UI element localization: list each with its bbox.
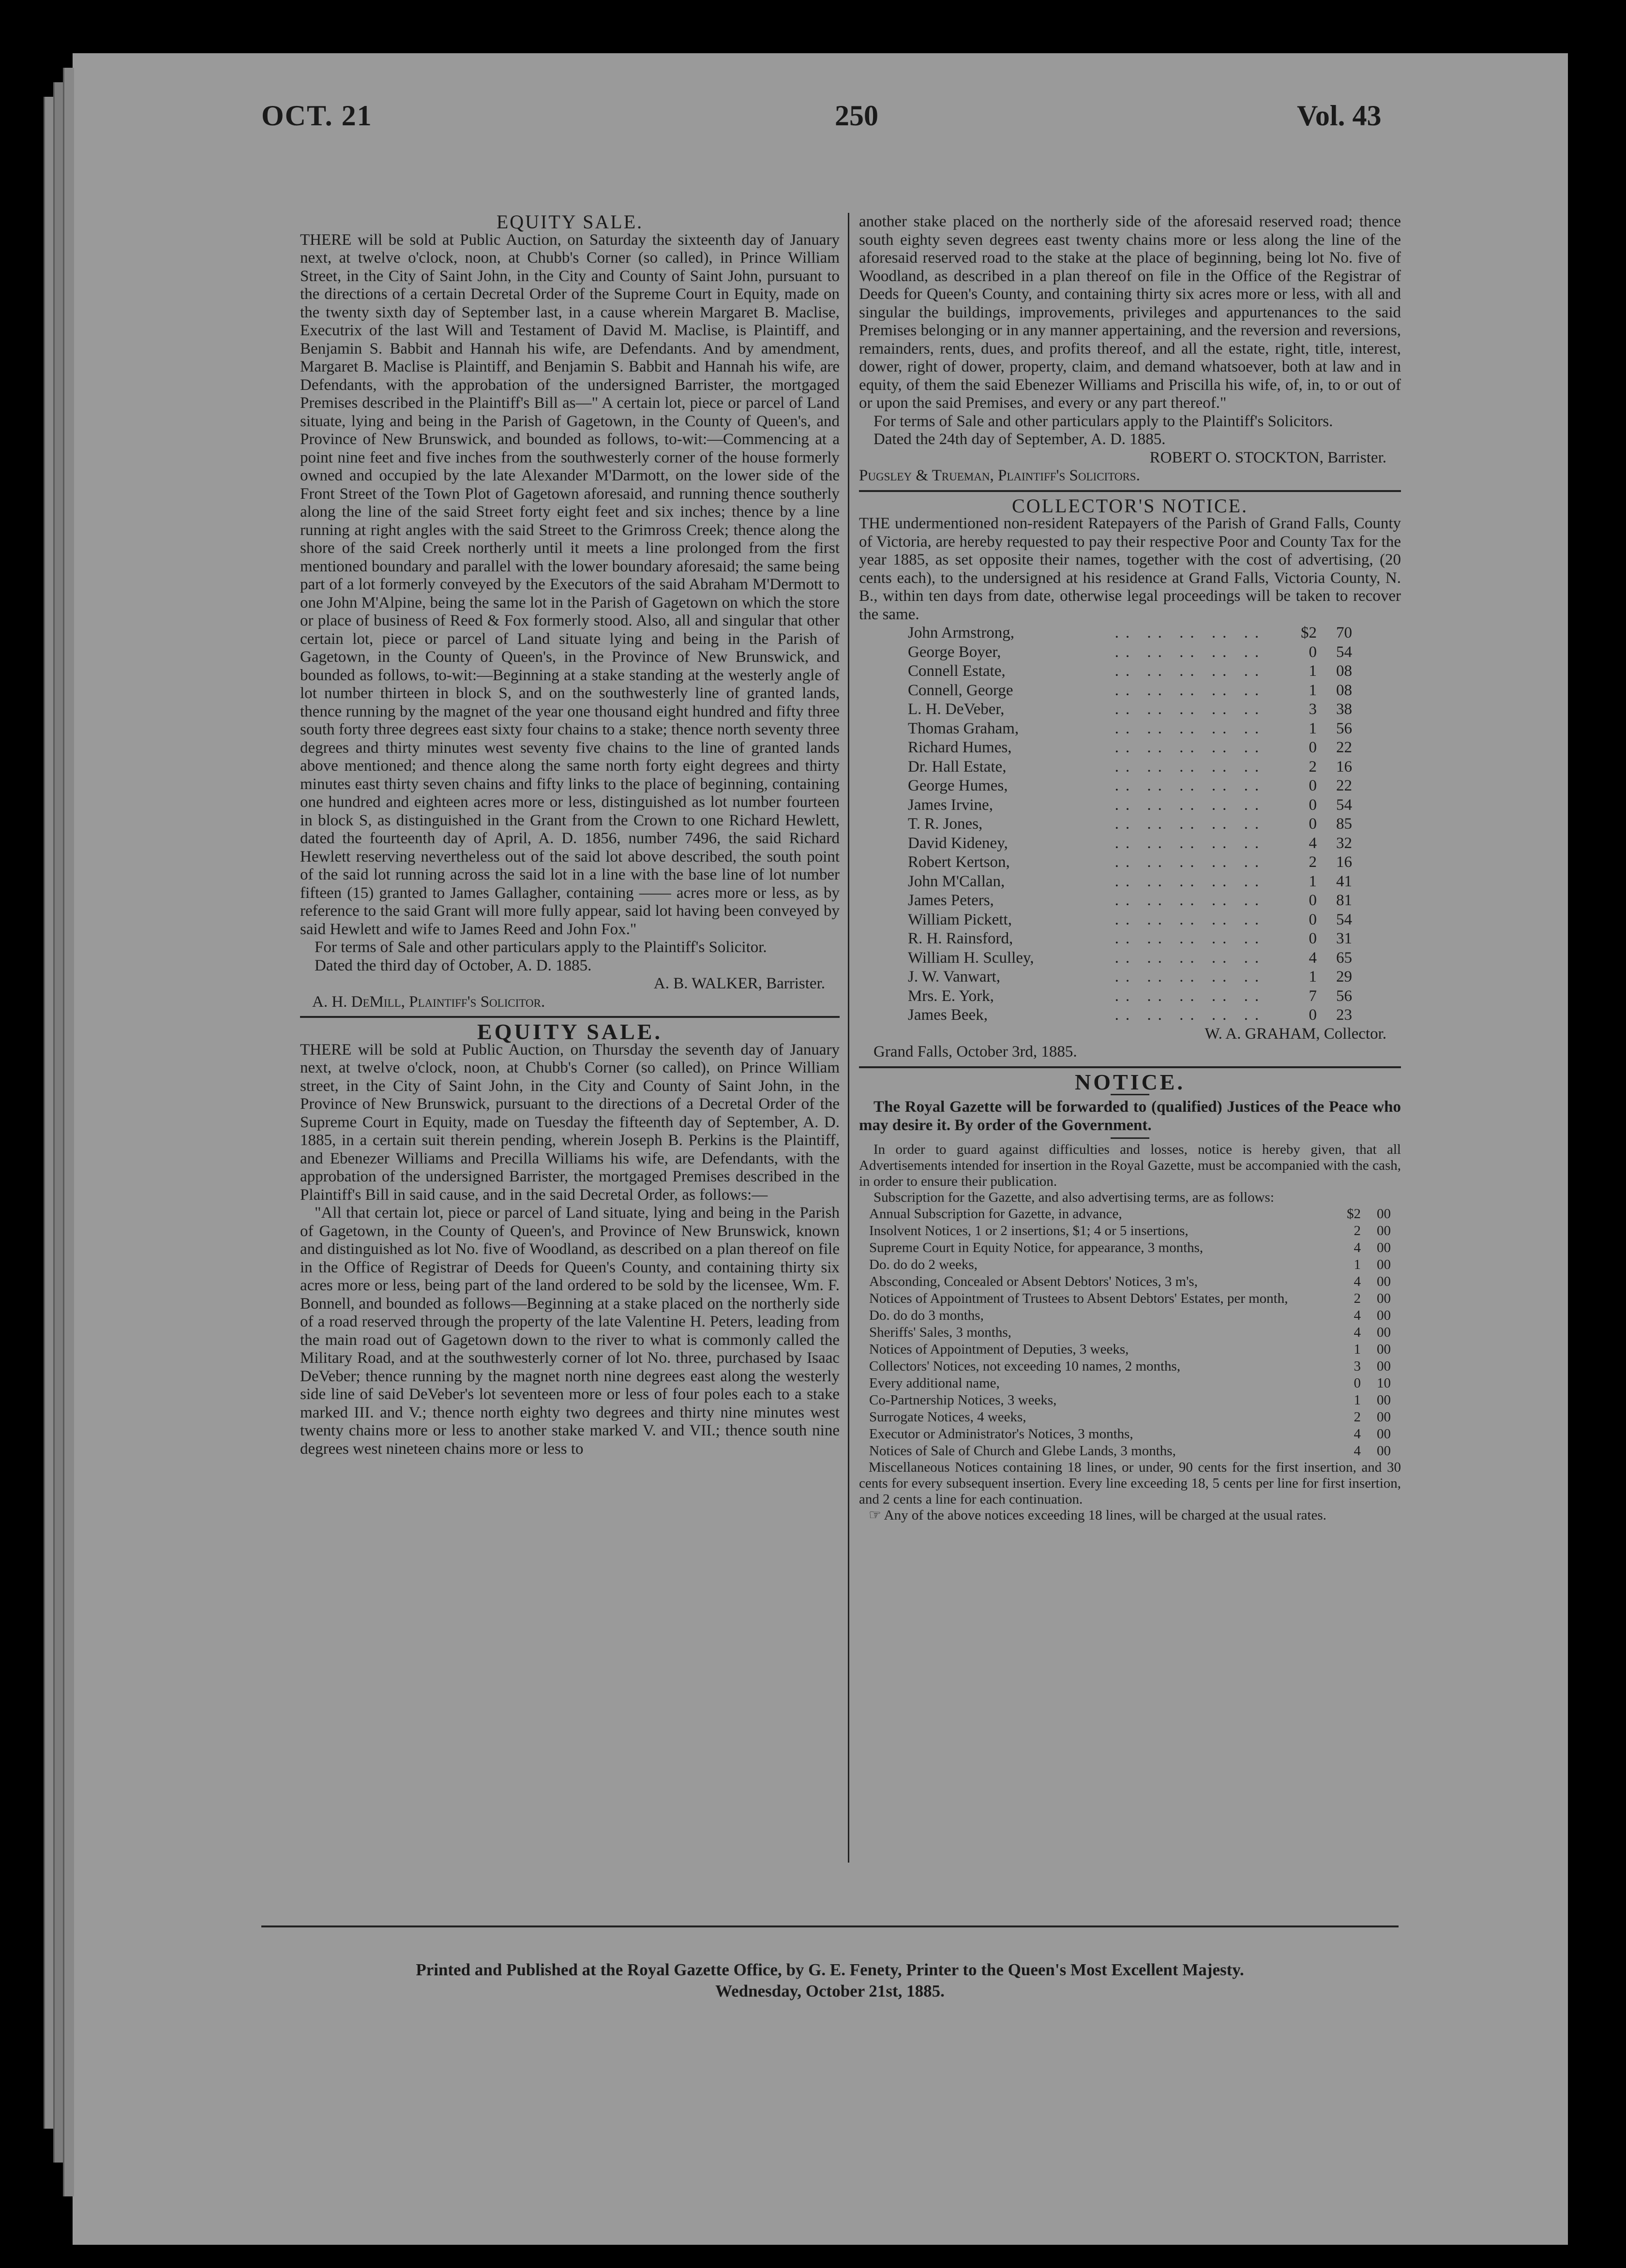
equity-sale-1-terms: For terms of Sale and other particulars apply to the Plaintiff's Solicitor. bbox=[315, 939, 767, 956]
ratepayer-name: James Beek, bbox=[908, 1006, 988, 1024]
ratepayer-cents: 54 bbox=[1336, 796, 1352, 814]
rate-row bbox=[869, 1223, 1391, 1239]
rate-dollars: 2 bbox=[1354, 1409, 1361, 1425]
rate-dollars: 4 bbox=[1354, 1325, 1361, 1340]
collectors-notice-dated: Grand Falls, October 3rd, 1885. bbox=[873, 1043, 1077, 1060]
ratepayer-row bbox=[907, 738, 1353, 758]
rate-item: Surrogate Notices, 4 weeks, bbox=[869, 1409, 1026, 1425]
rates-intro: Subscription for the Gazette, and also advertising terms, are as follows: bbox=[873, 1190, 1274, 1205]
leader-dots: .. .. .. .. .. bbox=[1114, 892, 1266, 909]
ratepayer-cents: 31 bbox=[1336, 930, 1352, 947]
leader-dots: .. .. .. .. .. bbox=[1114, 662, 1266, 680]
rate-item: Supreme Court in Equity Notice, for appearance, 3 months, bbox=[869, 1240, 1204, 1255]
rate-cents: 00 bbox=[1377, 1392, 1391, 1408]
rate-item: Notices of Appointment of Trustees to Absent Debtors' Estates, per month, bbox=[869, 1291, 1288, 1306]
ratepayer-name: John M'Callan, bbox=[908, 872, 1005, 890]
rate-dollars: $2 bbox=[1347, 1206, 1361, 1222]
column-divider bbox=[848, 213, 849, 1863]
rate-item: Do. do do 2 weeks, bbox=[869, 1257, 978, 1272]
rate-cents: 00 bbox=[1377, 1409, 1391, 1425]
leader-dots: .. .. .. .. .. bbox=[1114, 796, 1266, 814]
ratepayer-name: William H. Sculley, bbox=[908, 949, 1034, 967]
leader-dots: .. .. .. .. .. bbox=[1114, 968, 1266, 985]
right-column bbox=[859, 213, 1401, 1523]
ratepayer-row bbox=[907, 987, 1353, 1006]
rate-cents: 00 bbox=[1377, 1274, 1391, 1289]
leader-dots: .. .. .. .. .. bbox=[1114, 1006, 1266, 1024]
ratepayer-name: Robert Kertson, bbox=[908, 853, 1010, 871]
ratepayer-cents: 22 bbox=[1336, 739, 1352, 756]
ratepayer-name: J. W. Vanwart, bbox=[908, 968, 1000, 985]
leader-dots: .. .. .. .. .. bbox=[1114, 624, 1266, 642]
rate-item: Insolvent Notices, 1 or 2 insertions, $1; 4 or 5 insertions, bbox=[869, 1223, 1189, 1238]
ratepayer-dollars: 0 bbox=[1309, 643, 1317, 661]
imprint bbox=[261, 1959, 1399, 2002]
ratepayer-cents: 54 bbox=[1336, 643, 1352, 661]
equity-sale-2-continued: another stake placed on the northerly side of the aforesaid reserved road; thence south eighty seven degrees east twenty chains more or less along the line of the aforesaid reserved road to the stake at the place of beginning, being lot No. five of Woodland, as described in a plan thereof on file in the Office of the Registrar of Deeds for Queen's County, and containing thirty six acres more or less, with all and singular the buildings, improvements, privileges and appurtenances to the said Premises belonging or in any manner appertaining, and the reversion and reversions, remainders, rents, dues, and profits thereof, and all the estate, right, title, interest, dower, right of dower, property, claim, and demand whatsoever, both at law and in equity, of them the said Ebenezer Williams and Priscilla his wife, of, in, to or out of or upon the said Premises, and every or any part thereof." bbox=[859, 213, 1401, 412]
ratepayer-dollars: 0 bbox=[1309, 910, 1317, 928]
ratepayer-row bbox=[907, 700, 1353, 719]
section-rule bbox=[300, 1016, 840, 1018]
ratepayer-name: T. R. Jones, bbox=[908, 815, 983, 833]
leader-dots: .. .. .. .. .. bbox=[1114, 910, 1266, 928]
leader-dots: .. .. .. .. .. bbox=[1114, 987, 1266, 1005]
ratepayer-dollars: 0 bbox=[1309, 739, 1317, 756]
rate-item: Do. do do 3 months, bbox=[869, 1308, 984, 1323]
equity-sale-1-dated: Dated the third day of October, A. D. 1885. bbox=[315, 956, 592, 974]
rate-cents: 00 bbox=[1377, 1325, 1391, 1340]
ratepayer-row bbox=[907, 796, 1353, 815]
equity-sale-2-quote: "All that certain lot, piece or parcel of Land situate, lying and being in the Parish of Gagetown, in the County of Queen's, and Province of New Brunswick, known and distinguished as lot No. five of Woodland, as described on a plan thereof on file in the Office of Registrar of Deeds for Queen's County, and containing thirty six acres more or less, being part of the land ordered to be sold by the licensee, Wm. F. Bonnell, and bounded as follows—Beginning at a stake placed on the northerly side of a road reserved through the property of the late Valentine H. Peters, leading from the main road out of Gagetown down to the river to what is commonly called the Military Road, and at the southwesterly corner of lot No. three, purchased by Isaac DeVeber; thence running by the magnet north nine degrees east along the westerly side line of said DeVeber's lot seventeen more or less of four poles each to a stake marked III. and V.; thence north eighty two degrees and thirty nine minutes west twenty chains more or less to another stake marked V. and VII.; thence south nine degrees west nineteen chains more or less to bbox=[300, 1204, 840, 1458]
ratepayer-cents: 08 bbox=[1336, 681, 1352, 699]
rate-cents: 00 bbox=[1377, 1240, 1391, 1255]
rate-cents: 00 bbox=[1377, 1206, 1391, 1222]
ratepayer-cents: 85 bbox=[1336, 815, 1352, 833]
rate-item: Co-Partnership Notices, 3 weeks, bbox=[869, 1392, 1057, 1408]
leader-dots: .. .. .. .. .. bbox=[1114, 643, 1266, 661]
ratepayer-dollars: 4 bbox=[1309, 834, 1317, 852]
rate-row bbox=[869, 1239, 1391, 1256]
ratepayer-name: Dr. Hall Estate, bbox=[908, 758, 1007, 776]
rate-cents: 00 bbox=[1377, 1358, 1391, 1374]
leader-dots: .. .. .. .. .. bbox=[1114, 777, 1266, 794]
rate-cents: 10 bbox=[1377, 1375, 1391, 1391]
rate-row bbox=[869, 1307, 1391, 1324]
ratepayer-name: James Peters, bbox=[908, 892, 994, 909]
ratepayer-dollars: 1 bbox=[1309, 681, 1317, 699]
leader-dots: .. .. .. .. .. bbox=[1114, 815, 1266, 833]
rate-dollars: 2 bbox=[1354, 1291, 1361, 1306]
rate-item: Collectors' Notices, not exceeding 10 names, 2 months, bbox=[869, 1358, 1181, 1374]
rate-row bbox=[869, 1358, 1391, 1375]
ratepayer-row bbox=[907, 834, 1353, 853]
leader-dots: .. .. .. .. .. bbox=[1114, 853, 1266, 871]
ratepayer-dollars: 0 bbox=[1309, 1006, 1317, 1024]
ratepayer-dollars: 0 bbox=[1309, 892, 1317, 909]
ratepayer-dollars: 0 bbox=[1309, 930, 1317, 947]
ratepayer-name: William Pickett, bbox=[908, 910, 1012, 928]
collectors-notice-body: THE undermentioned non-resident Ratepayers of the Parish of Grand Falls, County of Victoria, are hereby requested to pay their respective Poor and County Tax for the year 1885, as set opposite their names, together with the cost of advertising, (20 cents each), to the undersigned at his residence at Grand Falls, Victoria County, N. B., within ten days from date, otherwise legal proceedings will be taken to recover the same. bbox=[859, 515, 1401, 623]
pointing-hand-icon: ☞ bbox=[869, 1507, 884, 1523]
ratepayer-cents: 29 bbox=[1336, 968, 1352, 985]
rate-cents: 00 bbox=[1377, 1342, 1391, 1357]
ratepayer-cents: 08 bbox=[1336, 662, 1352, 680]
ratepayer-name: Richard Humes, bbox=[908, 739, 1012, 756]
rates-table bbox=[869, 1206, 1391, 1460]
equity-sale-2-barrister: ROBERT O. STOCKTON, Barrister. bbox=[1149, 448, 1386, 466]
rate-dollars: 4 bbox=[1354, 1274, 1361, 1289]
left-column bbox=[300, 213, 840, 1458]
ratepayer-dollars: 0 bbox=[1309, 777, 1317, 794]
rate-cents: 00 bbox=[1377, 1257, 1391, 1272]
footer-rule bbox=[261, 1925, 1399, 1927]
leader-dots: .. .. .. .. .. bbox=[1114, 739, 1266, 756]
rate-dollars: 0 bbox=[1354, 1375, 1361, 1391]
rate-cents: 00 bbox=[1377, 1426, 1391, 1442]
ratepayer-row bbox=[907, 815, 1353, 834]
equity-sale-1-title: EQUITY SALE. bbox=[496, 211, 644, 233]
rate-row bbox=[869, 1375, 1391, 1392]
rate-row bbox=[869, 1290, 1391, 1307]
imprint-line-1: Printed and Published at the Royal Gazette Office, by G. E. Fenety, Printer to the Queen's Most Excellent Majesty. bbox=[416, 1960, 1244, 1979]
leader-dots: .. .. .. .. .. bbox=[1114, 930, 1266, 947]
notice-any: Any of the above notices exceeding 18 lines, will be charged at the usual rates. bbox=[884, 1507, 1326, 1523]
ratepayer-name: George Humes, bbox=[908, 777, 1008, 794]
ratepayer-cents: 56 bbox=[1336, 719, 1352, 737]
ratepayer-dollars: 7 bbox=[1309, 987, 1317, 1005]
ratepayer-row bbox=[907, 681, 1353, 701]
volume-number: Vol. 43 bbox=[1297, 100, 1382, 132]
rate-row bbox=[869, 1273, 1391, 1290]
rate-cents: 00 bbox=[1377, 1308, 1391, 1323]
issue-date: OCT. 21 bbox=[261, 100, 373, 132]
ratepayer-row bbox=[907, 1006, 1353, 1025]
rate-dollars: 4 bbox=[1354, 1443, 1361, 1459]
ratepayers-table bbox=[907, 624, 1353, 1025]
ratepayer-dollars: 1 bbox=[1309, 968, 1317, 985]
leader-dots: .. .. .. .. .. bbox=[1114, 681, 1266, 699]
equity-sale-1-barrister: A. B. WALKER, Barrister. bbox=[653, 975, 825, 992]
ratepayer-dollars: 1 bbox=[1309, 872, 1317, 890]
ratepayer-cents: 70 bbox=[1336, 624, 1352, 642]
rate-item: Annual Subscription for Gazette, in advance, bbox=[869, 1206, 1122, 1222]
ratepayer-row bbox=[907, 929, 1353, 949]
ratepayer-cents: 16 bbox=[1336, 758, 1352, 776]
ratepayer-row bbox=[907, 758, 1353, 777]
ratepayer-dollars: 1 bbox=[1309, 662, 1317, 680]
ratepayer-cents: 81 bbox=[1336, 892, 1352, 909]
rate-dollars: 4 bbox=[1354, 1240, 1361, 1255]
ratepayer-row bbox=[907, 968, 1353, 987]
ratepayer-cents: 65 bbox=[1336, 949, 1352, 967]
rate-item: Notices of Sale of Church and Glebe Lands, 3 months, bbox=[869, 1443, 1176, 1459]
ratepayer-dollars: $2 bbox=[1301, 624, 1317, 642]
rate-row bbox=[869, 1392, 1391, 1409]
notice-title: NOTICE. bbox=[1075, 1069, 1185, 1094]
ratepayer-dollars: 0 bbox=[1309, 796, 1317, 814]
ratepayer-cents: 41 bbox=[1336, 872, 1352, 890]
ratepayer-row bbox=[907, 910, 1353, 930]
rate-row bbox=[869, 1206, 1391, 1223]
ratepayer-name: John Armstrong, bbox=[908, 624, 1015, 642]
rate-dollars: 4 bbox=[1354, 1426, 1361, 1442]
rate-item: Executor or Administrator's Notices, 3 months, bbox=[869, 1426, 1133, 1442]
leader-dots: .. .. .. .. .. bbox=[1114, 719, 1266, 737]
notice-lead: The Royal Gazette will be forwarded to (qualified) Justices of the Peace who may desire it. By order of the Government. bbox=[859, 1098, 1401, 1134]
rate-cents: 00 bbox=[1377, 1443, 1391, 1459]
ratepayer-row bbox=[907, 949, 1353, 968]
ratepayer-name: Thomas Graham, bbox=[908, 719, 1019, 737]
section-rule bbox=[859, 1066, 1401, 1068]
leader-dots: .. .. .. .. .. bbox=[1114, 949, 1266, 967]
ratepayer-dollars: 1 bbox=[1309, 719, 1317, 737]
ratepayer-row bbox=[907, 719, 1353, 739]
ratepayer-name: Connell Estate, bbox=[908, 662, 1006, 680]
leader-dots: .. .. .. .. .. bbox=[1114, 834, 1266, 852]
ratepayer-dollars: 4 bbox=[1309, 949, 1317, 967]
rate-row bbox=[869, 1341, 1391, 1358]
equity-sale-2-terms: For terms of Sale and other particulars apply to the Plaintiff's Solicitors. bbox=[873, 412, 1333, 430]
rate-row bbox=[869, 1443, 1391, 1460]
equity-sale-2-body: THERE will be sold at Public Auction, on Thursday the seventh day of January next, at twelve o'clock, noon, at Chubb's Corner (so called), on Prince William street, in the City of Saint John, in the City and County of Saint John, in the Province of New Brunswick, pursuant to the directions of a Decretal Order of the Supreme Court in Equity, made on Tuesday the fifteenth day of September, A. D. 1885, in a certain suit therein pending, wherein Joseph B. Perkins is the Plaintiff, and Ebenezer Williams and Precilla Williams his wife, are Defendants, with the approbation of the undersigned Barrister, the mortgaged Premises described in the Plaintiff's Bill in said cause, and in the said Decretal Order, as follows:— bbox=[300, 1041, 840, 1204]
rate-cents: 00 bbox=[1377, 1223, 1391, 1238]
ratepayer-row bbox=[907, 624, 1353, 643]
ratepayer-name: Connell, George bbox=[908, 681, 1013, 699]
rate-row bbox=[869, 1409, 1391, 1426]
rate-row bbox=[869, 1426, 1391, 1443]
equity-sale-2-dated: Dated the 24th day of September, A. D. 1885. bbox=[873, 431, 1166, 448]
ratepayer-row bbox=[907, 643, 1353, 662]
ratepayer-row bbox=[907, 853, 1353, 872]
ratepayer-dollars: 0 bbox=[1309, 815, 1317, 833]
equity-sale-1-body: THERE will be sold at Public Auction, on Saturday the sixteenth day of January next, at twelve o'clock, noon, at Chubb's Corner (so called), in Prince William Street, in the City of Saint John, in the City and County of Saint John, pursuant to the directions of a certain Decretal Order of the Supreme Court in Equity, made on the twenty sixth day of September last, in a cause wherein Margaret B. Maclise, Executrix of the last Will and Testament of David M. Maclise, is Plaintiff, and Benjamin S. Babbit and Hannah his wife, are Defendants. And by amendment, Margaret B. Maclise is Plaintiff, and Benjamin S. Babbit and Hannah his wife, are Defendants, with the approbation of the undersigned Barrister, the mortgaged Premises described in the Plaintiff's Bill as—" A certain lot, piece or parcel of Land situate, lying and being in the Parish of Gagetown, in the County of Queen's, and Province of New Brunswick, and bounded as follows, to-wit:—Commencing at a point nine feet and five inches from the southwesterly corner of the house formerly owned and occupied by the late Alexander M'Darmott, on the lower side of the Front Street of the Town Plot of Gagetown aforesaid, and running thence southerly along the line of the said Street forty eight feet and six inches; thence by a line running at right angles with the said Street to the Grimross Creek; thence along the shore of the said Creek northerly until it meets a line prolonged from the first mentioned boundary and parallel with the lower boundary aforesaid; the same being part of a lot formerly conveyed by the Executors of the said Abraham M'Dermott to one John M'Alpine, being the same lot in the Parish of Gagetown on which the store or place of business of Reed & Fox formerly stood. Also, all and singular that other certain lot, piece or parcel of Land situate lying and being in the Parish of Gagetown, in the County of Queen's, in the Province of New Brunswick, and bounded as follows, to-wit:—Beginning at a stake standing at the westerly angle of lot number thirteen in block S, and on the southwesterly line of granted lands, thence running by the magnet of the year one thousand eight hundred and fifty three south forty three degrees east sixty four chains to a stake; thence north seventy three degrees and thirty minutes west seventy five chains to the line of granted lands above mentioned; and thence along the same north forty eight degrees and thirty minutes east thirty seven chains and fifty links to the place of beginning, containing one hundred and eighteen acres more or less, distinguished as lot number fourteen in block S, as distinguished in the Grant from the Crown to one Richard Hewlett, dated the fourteenth day of April, A. D. 1856, number 7496, the said Richard Hewlett reserving nevertheless out of the said lot above described, the south point of the said lot running across the said lot in a line with the base line of lot number fifteen (15) granted to James Gallagher, containing —— acres more or less, as by reference to the said Grant will more fully appear, said lot having been conveyed by said Hewlett and wife to James Reed and John Fox." bbox=[300, 231, 840, 938]
misc-notices: Miscellaneous Notices containing 18 lines, or under, 90 cents for the first insertion, and 30 cents for every subsequent insertion. Every line exceeding 18, 5 cents per line for first insertion, and 2 cents a line for each continuation. bbox=[859, 1460, 1401, 1507]
ratepayer-cents: 38 bbox=[1336, 701, 1352, 718]
ratepayer-name: George Boyer, bbox=[908, 643, 1001, 661]
ratepayer-cents: 22 bbox=[1336, 777, 1352, 794]
rate-dollars: 1 bbox=[1354, 1257, 1361, 1272]
rate-dollars: 3 bbox=[1354, 1358, 1361, 1374]
imprint-line-2: Wednesday, October 21st, 1885. bbox=[715, 1982, 945, 2000]
ratepayer-name: David Kideney, bbox=[908, 834, 1008, 852]
ratepayer-cents: 32 bbox=[1336, 834, 1352, 852]
rate-dollars: 1 bbox=[1354, 1392, 1361, 1408]
ratepayer-cents: 54 bbox=[1336, 910, 1352, 928]
collectors-notice-title: COLLECTOR'S NOTICE. bbox=[1012, 494, 1248, 517]
short-rule bbox=[1111, 1137, 1149, 1139]
leader-dots: .. .. .. .. .. bbox=[1114, 758, 1266, 776]
ratepayer-row bbox=[907, 872, 1353, 892]
page-number: 250 bbox=[835, 100, 878, 132]
ratepayer-cents: 16 bbox=[1336, 853, 1352, 871]
ratepayer-cents: 23 bbox=[1336, 1006, 1352, 1024]
equity-sale-2-solicitor: Pugsley & Trueman, Plaintiff's Solicitors. bbox=[859, 467, 1140, 484]
notice-paragraph: In order to guard against difficulties and losses, notice is hereby given, that all Advertisements intended for insertion in the Royal Gazette, must be accompanied with the cash, in order to ensure their publication. bbox=[859, 1142, 1401, 1189]
rate-dollars: 2 bbox=[1354, 1223, 1361, 1238]
equity-sale-1-solicitor: A. H. DeMill, Plaintiff's Solicitor. bbox=[312, 993, 545, 1011]
rate-row bbox=[869, 1256, 1391, 1273]
section-rule bbox=[859, 490, 1401, 492]
ratepayer-name: Mrs. E. York, bbox=[908, 987, 994, 1005]
ratepayer-name: James Irvine, bbox=[908, 796, 993, 814]
leader-dots: .. .. .. .. .. bbox=[1114, 872, 1266, 890]
rate-cents: 00 bbox=[1377, 1291, 1391, 1306]
ratepayer-dollars: 2 bbox=[1309, 758, 1317, 776]
rate-item: Sheriffs' Sales, 3 months, bbox=[869, 1325, 1011, 1340]
notice-pointer-text bbox=[859, 1507, 1401, 1523]
rate-item: Absconding, Concealed or Absent Debtors' Notices, 3 m's, bbox=[869, 1274, 1198, 1289]
ratepayer-dollars: 3 bbox=[1309, 701, 1317, 718]
rate-row bbox=[869, 1324, 1391, 1341]
rate-item: Every additional name, bbox=[869, 1375, 1000, 1391]
ratepayer-dollars: 2 bbox=[1309, 853, 1317, 871]
ratepayer-row bbox=[907, 776, 1353, 796]
ratepayer-row bbox=[907, 891, 1353, 910]
rate-item: Notices of Appointment of Deputies, 3 weeks, bbox=[869, 1342, 1129, 1357]
ratepayer-name: L. H. DeVeber, bbox=[908, 701, 1005, 718]
rate-dollars: 1 bbox=[1354, 1342, 1361, 1357]
rate-dollars: 4 bbox=[1354, 1308, 1361, 1323]
ratepayer-name: R. H. Rainsford, bbox=[908, 930, 1013, 947]
collector-signature: W. A. GRAHAM, Collector. bbox=[1204, 1025, 1386, 1043]
leader-dots: .. .. .. .. .. bbox=[1114, 701, 1266, 718]
equity-sale-2-title: EQUITY SALE. bbox=[477, 1019, 662, 1044]
ratepayer-row bbox=[907, 662, 1353, 681]
ratepayer-cents: 56 bbox=[1336, 987, 1352, 1005]
